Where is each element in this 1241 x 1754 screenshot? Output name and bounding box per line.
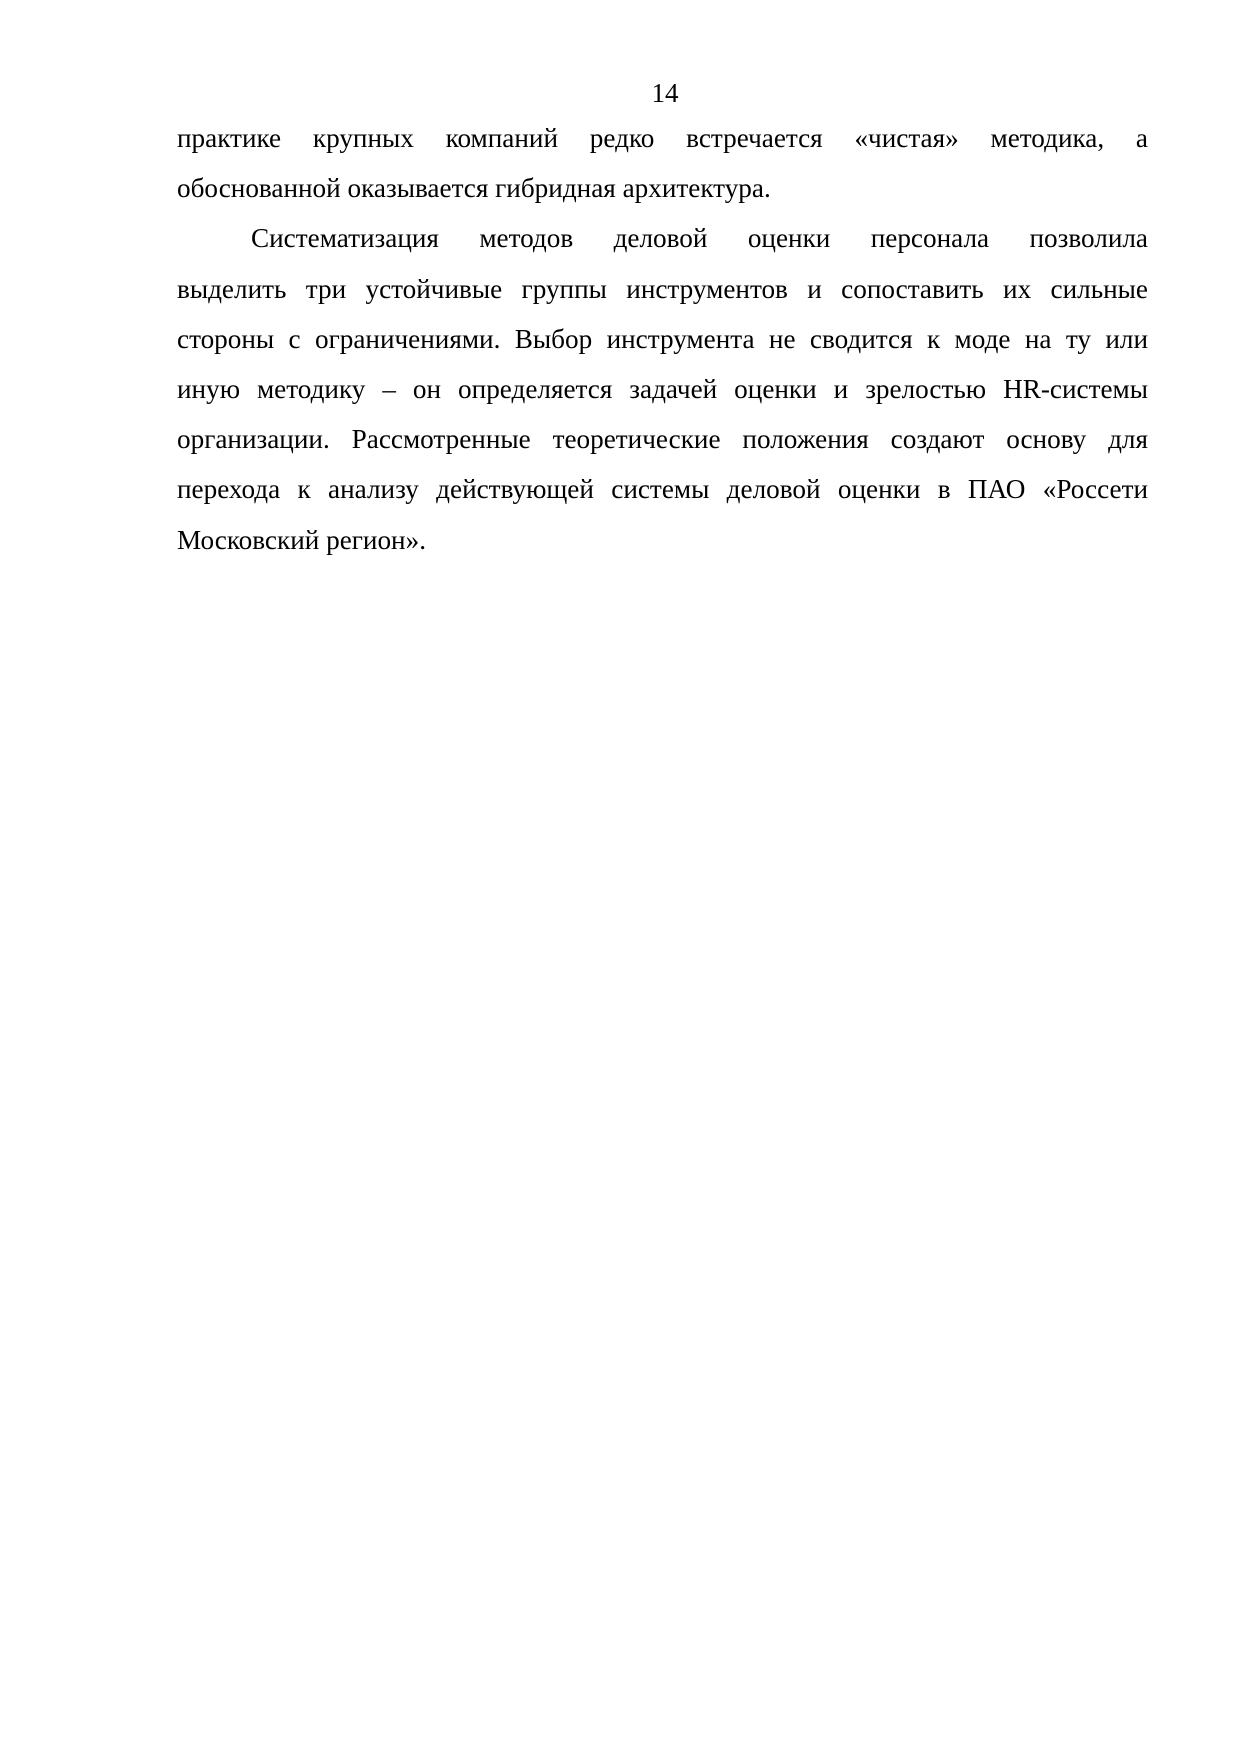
paragraph-continuation xyxy=(177,113,1148,213)
text-line: Систематизация методов деловой оценки персонала позволила xyxy=(251,223,1148,254)
text-line: практике крупных компаний редко встречается «чистая» методика, а xyxy=(177,123,1148,153)
body-text xyxy=(177,113,1148,565)
text-line: организации. Рассмотренные теоретические положения создают основу для xyxy=(177,424,1148,455)
text-line: Московский регион». xyxy=(177,524,427,555)
text-line: иную методику – он определяется задачей оценки и зрелостью HR-системы xyxy=(177,374,1148,405)
paragraph-conclusion xyxy=(177,213,1148,564)
text-line: стороны с ограничениями. Выбор инструмента не сводится к моде на ту или xyxy=(177,323,1148,354)
text-line: выделить три устойчивые группы инструментов и сопоставить их сильные xyxy=(177,273,1148,304)
text-line: обоснованной оказывается гибридная архитектура. xyxy=(177,173,771,204)
page-number: 14 xyxy=(651,78,679,108)
text-line: перехода к анализу действующей системы деловой оценки в ПАО «Россети xyxy=(177,474,1148,505)
